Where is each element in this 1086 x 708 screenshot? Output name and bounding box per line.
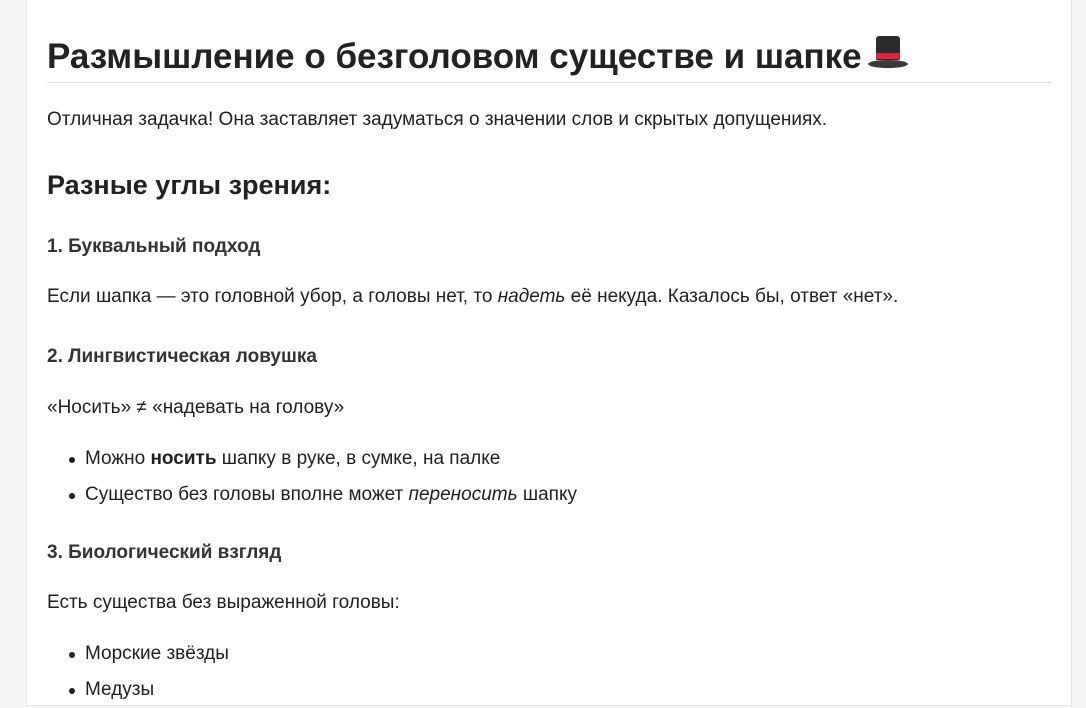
- page-title: [47, 36, 1052, 83]
- list-item: Можно носить шапку в руке, в сумке, на палке: [47, 441, 577, 477]
- literal-heading: 1. Буквальный подход: [47, 236, 261, 257]
- biological-heading: 3. Биологический взгляд: [47, 542, 282, 563]
- biological-paragraph: Есть существа без выраженной головы:: [47, 592, 400, 613]
- list-item: Существо без головы вполне может переносить шапку: [47, 477, 577, 513]
- literal-paragraph: [47, 285, 898, 309]
- literal-text-after: её некуда. Казалось бы, ответ «нет».: [565, 286, 899, 307]
- top-hat-icon: [868, 36, 908, 72]
- literal-text-emphasis: надеть: [497, 286, 566, 307]
- intro-paragraph: Отличная задачка! Она заставляет задуматься о значении слов и скрытых допущениях.: [47, 109, 828, 130]
- page-title-text: Размышление о безголовом существе и шапке: [47, 37, 862, 76]
- linguistic-paragraph: «Носить» ≠ «надевать на голову»: [47, 397, 345, 418]
- literal-text-before: Если шапка — это головной убор, а головы нет, то: [47, 286, 498, 307]
- linguistic-heading: 2. Лингвистическая ловушка: [47, 346, 317, 367]
- section-heading: Разные углы зрения:: [47, 170, 332, 200]
- document-page: [26, 0, 1072, 706]
- biological-list: [47, 636, 229, 706]
- linguistic-list: [47, 441, 577, 513]
- list-item: Медузы: [47, 672, 229, 706]
- list-item: Морские звёзды: [47, 636, 229, 672]
